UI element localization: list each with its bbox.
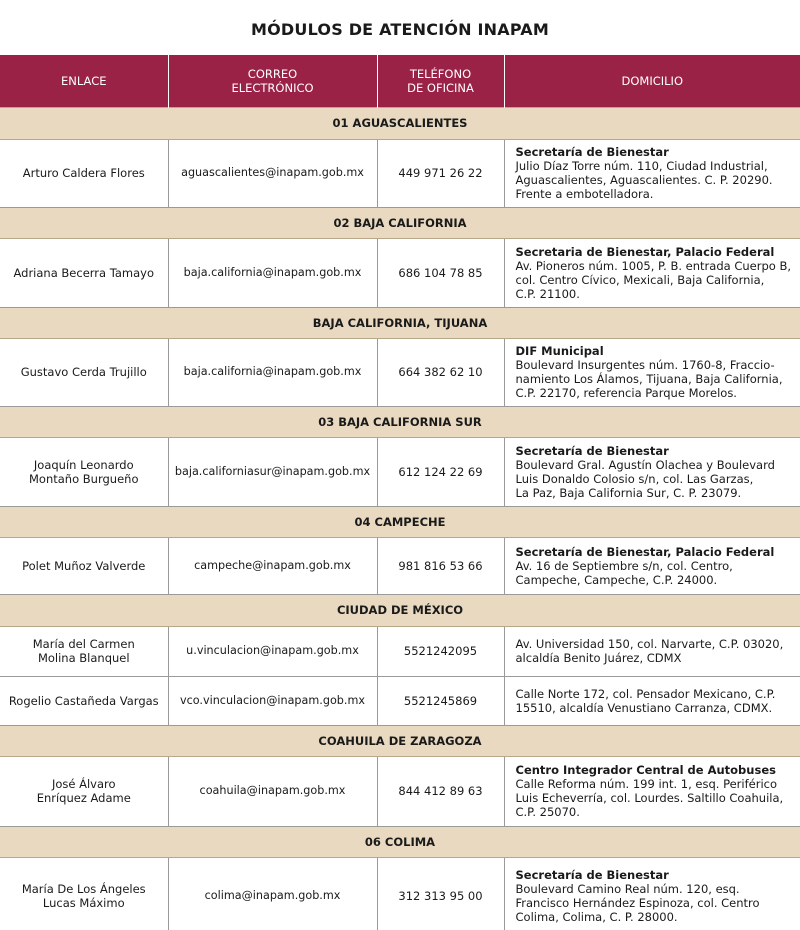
address-body: Julio Díaz Torre núm. 110, Ciudad Industrial, Aguascalientes, Aguascalientes. C. P. 20290. Frente a embotelladora.: [515, 159, 773, 201]
section-row: [0, 406, 800, 437]
contact-name: Rogelio Castañeda Vargas: [0, 676, 168, 725]
contact-email[interactable]: aguascalientes@inapam.gob.mx: [168, 139, 377, 207]
section-row: [0, 725, 800, 756]
contact-phone: 449 971 26 22: [377, 139, 504, 207]
contact-phone: 686 104 78 85: [377, 238, 504, 307]
contact-name: José Álvaro Enríquez Adame: [0, 756, 168, 826]
table-row: [0, 238, 800, 307]
contact-address: [504, 238, 800, 307]
section-title: 06 COLIMA: [0, 826, 800, 857]
address-title: DIF Municipal: [515, 344, 604, 358]
contact-name: Joaquín Leonardo Montaño Burgueño: [0, 437, 168, 506]
modules-table: [0, 55, 800, 930]
address-body: Av. 16 de Septiembre s/n, col. Centro, Campeche, Campeche, C.P. 24000.: [515, 558, 733, 587]
address-body: Boulevard Camino Real núm. 120, esq. Francisco Hernández Espinoza, col. Centro Colima, Colima, C. P. 28000.: [515, 882, 760, 924]
contact-phone: 981 816 53 66: [377, 537, 504, 594]
contact-phone: 844 412 89 63: [377, 756, 504, 826]
table-row: [0, 139, 800, 207]
address-title: Secretaría de Bienestar: [515, 443, 669, 458]
contact-name: Adriana Becerra Tamayo: [0, 238, 168, 307]
section-title: 02 BAJA CALIFORNIA: [0, 207, 800, 238]
section-title: 04 CAMPECHE: [0, 506, 800, 537]
contact-phone: 312 313 95 00: [377, 857, 504, 930]
contact-address: [504, 676, 800, 725]
contact-address: [504, 756, 800, 826]
contact-address: [504, 537, 800, 594]
contact-address: [504, 857, 800, 930]
address-body: Boulevard Gral. Agustín Olachea y Boulevard Luis Donaldo Colosio s/n, col. Las Garzas, La Paz, Baja California Sur, C. P. 23079.: [515, 457, 775, 500]
address-title: Secretaría de Bienestar, Palacio Federal: [515, 544, 775, 559]
contact-email[interactable]: coahuila@inapam.gob.mx: [168, 756, 377, 826]
section-row: [0, 594, 800, 626]
table-row: [0, 756, 800, 826]
address-body: Calle Reforma núm. 199 int. 1, esq. Periférico Luis Echeverría, col. Lourdes. Saltillo Coahuila, C.P. 25070.: [515, 777, 784, 819]
contact-address: [504, 338, 800, 406]
table-row: [0, 857, 800, 930]
section-title: COAHUILA DE ZARAGOZA: [0, 725, 800, 756]
contact-address: [504, 437, 800, 506]
table-row: [0, 626, 800, 676]
contact-name: Gustavo Cerda Trujillo: [0, 338, 168, 406]
address-title: Secretaría de Bienestar: [515, 868, 669, 882]
section-row: [0, 107, 800, 139]
page-title: MÓDULOS DE ATENCIÓN INAPAM: [250, 20, 550, 39]
header-telefono: TELÉFONO DE OFICINA: [377, 55, 504, 107]
table-header-row: [0, 55, 800, 107]
contact-email[interactable]: baja.california@inapam.gob.mx: [168, 238, 377, 307]
section-title: CIUDAD DE MÉXICO: [0, 594, 800, 626]
section-title: 03 BAJA CALIFORNIA SUR: [0, 406, 800, 437]
section-title: 01 AGUASCALIENTES: [0, 107, 800, 139]
contact-address: [504, 626, 800, 676]
header-enlace: ENLACE: [0, 55, 168, 107]
table-body: [0, 107, 800, 930]
address-title: Secretaría de Bienestar: [515, 145, 669, 159]
table-row: [0, 537, 800, 594]
table-row: [0, 676, 800, 725]
table-row: [0, 338, 800, 406]
section-title: BAJA CALIFORNIA, TIJUANA: [0, 307, 800, 338]
section-row: [0, 826, 800, 857]
contact-phone: 5521245869: [377, 676, 504, 725]
address-body: Boulevard Insurgentes núm. 1760-8, Fraccio- namiento Los Álamos, Tijuana, Baja California, C.P. 22170, referencia Parque Morelos.: [515, 358, 783, 400]
contact-name: María De Los Ángeles Lucas Máximo: [0, 857, 168, 930]
contact-phone: 5521242095: [377, 626, 504, 676]
header-correo: CORREO ELECTRÓNICO: [168, 55, 377, 107]
section-row: [0, 207, 800, 238]
contact-email[interactable]: baja.californiasur@inapam.gob.mx: [168, 437, 377, 506]
address-body: Calle Norte 172, col. Pensador Mexicano, C.P. 15510, alcaldía Venustiano Carranza, CDMX.: [515, 686, 776, 715]
contact-phone: 612 124 22 69: [377, 437, 504, 506]
contact-phone: 664 382 62 10: [377, 338, 504, 406]
address-title: Centro Integrador Central de Autobuses: [515, 763, 776, 777]
contact-email[interactable]: colima@inapam.gob.mx: [168, 857, 377, 930]
contact-email[interactable]: vco.vinculacion@inapam.gob.mx: [168, 676, 377, 725]
section-row: [0, 506, 800, 537]
contact-name: María del Carmen Molina Blanquel: [0, 626, 168, 676]
table-row: [0, 437, 800, 506]
contact-name: Arturo Caldera Flores: [0, 139, 168, 207]
contact-name: Polet Muñoz Valverde: [0, 537, 168, 594]
address-body: Av. Pioneros núm. 1005, P. B. entrada Cuerpo B, col. Centro Cívico, Mexicali, Baja California, C.P. 21100.: [515, 258, 791, 301]
contact-email[interactable]: baja.california@inapam.gob.mx: [168, 338, 377, 406]
address-body: Av. Universidad 150, col. Narvarte, C.P. 03020, alcaldía Benito Juárez, CDMX: [515, 637, 784, 665]
section-row: [0, 307, 800, 338]
address-title: Secretaria de Bienestar, Palacio Federal: [515, 244, 775, 259]
contact-email[interactable]: campeche@inapam.gob.mx: [168, 537, 377, 594]
header-domicilio: DOMICILIO: [504, 55, 800, 107]
contact-address: [504, 139, 800, 207]
contact-email[interactable]: u.vinculacion@inapam.gob.mx: [168, 626, 377, 676]
